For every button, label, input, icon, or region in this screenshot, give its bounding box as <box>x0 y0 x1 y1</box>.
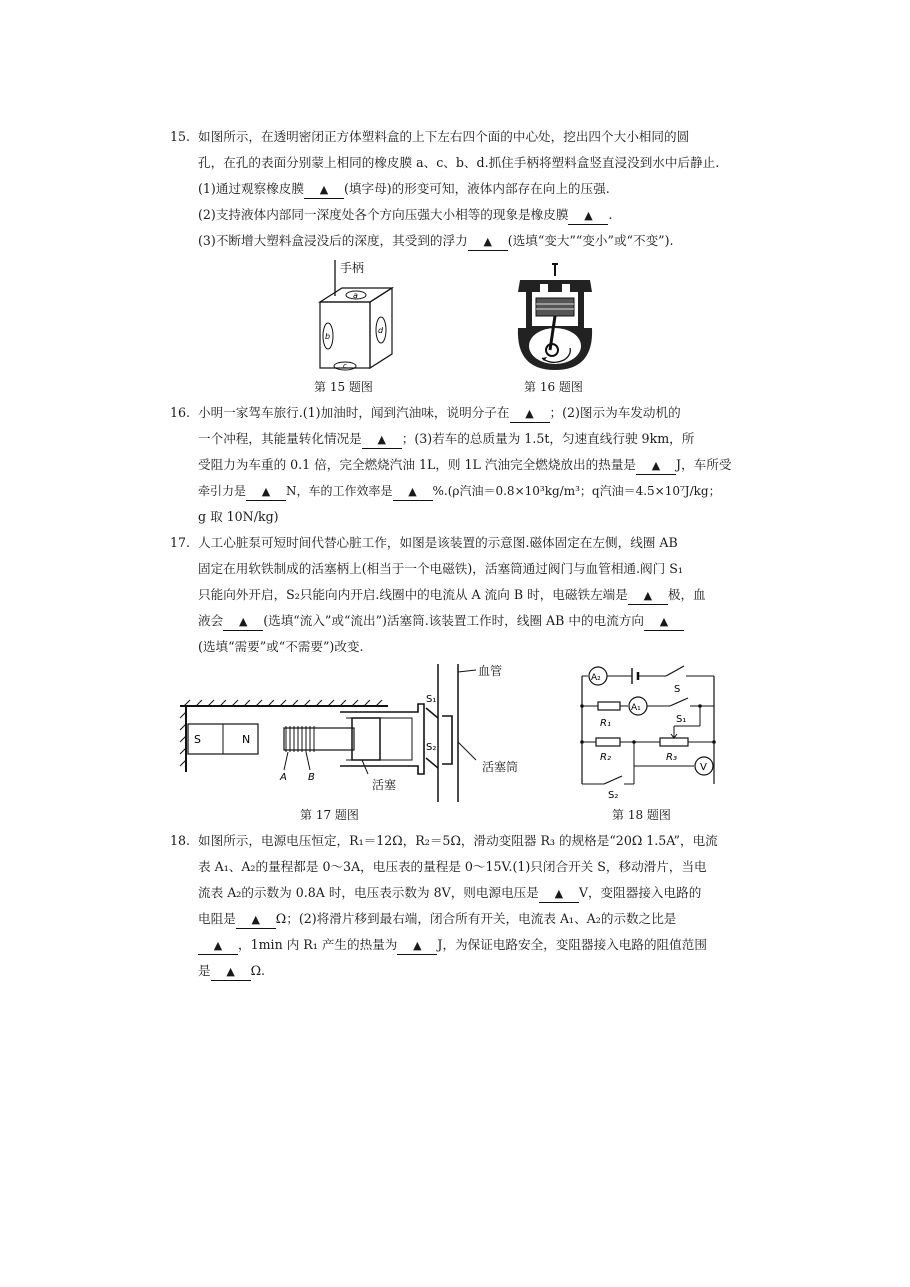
question-line: 液会 ▲ (选填“流入”或“流出”)活塞筒.该装置工作时，线圈 AB 中的电流方向 ▲ <box>170 608 745 634</box>
resistor-r3-label: R₃ <box>666 752 677 763</box>
resistor-r1-label: R₁ <box>600 718 611 729</box>
valve-s2-label: S₂ <box>426 742 437 753</box>
question-17 <box>170 530 745 660</box>
ammeter-a1-label: A₁ <box>631 703 641 713</box>
figure-16-caption: 第 16 题图 <box>524 380 583 394</box>
answer-blank[interactable]: ▲ <box>628 587 668 605</box>
answer-blank[interactable]: ▲ <box>568 207 608 225</box>
question-18 <box>170 828 745 984</box>
question-line: g 取 10N/kg) <box>198 509 279 524</box>
figure-15-caption: 第 15 题图 <box>314 380 373 394</box>
figure-18-caption: 第 18 题图 <box>612 808 671 822</box>
handle-label: 手柄 <box>340 261 365 275</box>
question-text: 如图所示，在透明密闭正方体塑料盒的上下左右四个面的中心处，挖出四个大小相同的圆 <box>198 129 690 144</box>
question-line: 受阻力为车重的 0.1 倍，完全燃烧汽油 1L，则 1L 汽油完全燃烧放出的热量是 ▲ J，车所受 <box>170 452 745 478</box>
answer-blank[interactable]: ▲ <box>397 937 437 955</box>
sub-question-3: (3)不断增大塑料盒浸没后的深度，其受到的浮力 ▲ (选填“变大”“变小”或“不变”). <box>170 228 745 254</box>
question-line: 一个冲程，其能量转化情况是 ▲ ；(3)若车的总质量为 1.5t，匀速直线行驶 9km，所 <box>170 426 745 452</box>
answer-blank[interactable]: ▲ <box>211 963 251 981</box>
question-number: 15. <box>170 129 191 144</box>
question-16 <box>170 400 745 530</box>
answer-blank[interactable]: ▲ <box>393 483 433 501</box>
answer-blank[interactable]: ▲ <box>304 181 344 199</box>
answer-blank[interactable]: ▲ <box>510 405 550 423</box>
label-a: a <box>353 291 358 300</box>
voltmeter-label: V <box>700 762 707 773</box>
valve-s1-label: S₁ <box>426 694 437 705</box>
ammeter-a2-label: A₂ <box>591 673 601 683</box>
magnet-n-label: N <box>242 733 251 746</box>
figure-17-heart-pump <box>176 662 494 802</box>
magnet-s-label: S <box>194 733 201 746</box>
question-line: ▲ ，1min 内 R₁ 产生的热量为 ▲ J，为保证电路安全，变阻器接入电路的阻值范围 <box>170 932 745 958</box>
figure-16-engine <box>512 258 598 374</box>
question-line: 人工心脏泵可短时间代替心脏工作，如图是该装置的示意图.磁体固定在左侧，线圈 AB <box>198 535 678 550</box>
answer-blank[interactable]: ▲ <box>246 483 286 501</box>
piston-label: 活塞 <box>372 778 397 792</box>
label-d: d <box>378 326 384 335</box>
resistor-r2-label: R₂ <box>600 752 611 763</box>
label-c: c <box>343 362 347 370</box>
label-b: b <box>325 332 331 341</box>
answer-blank[interactable]: ▲ <box>223 613 263 631</box>
question-line: 只能向外开启，S₂只能向内开启.线圈中的电流从 A 流向 B 时，电磁铁左端是 ▲ 极，血 <box>170 582 745 608</box>
question-number: 18. <box>170 833 191 848</box>
question-line: 表 A₁、A₂的量程都是 0～3A，电压表的量程是 0～15V.(1)只闭合开关 S，移动滑片，当电 <box>198 859 707 874</box>
answer-blank[interactable]: ▲ <box>539 885 579 903</box>
question-line: (选填“需要”或“不需要”)改变. <box>198 639 364 654</box>
answer-blank[interactable]: ▲ <box>636 457 676 475</box>
switch-s1-label: S₁ <box>676 714 687 725</box>
coil-end-a: A <box>280 772 287 783</box>
figure-18-circuit <box>574 662 720 802</box>
question-line: 是 ▲ Ω. <box>170 958 745 984</box>
question-line: 流表 A₂的示数为 0.8A 时，电压表示数为 8V，则电源电压是 ▲ V，变阻器接入电路的 <box>170 880 745 906</box>
answer-blank[interactable]: ▲ <box>198 937 238 955</box>
sub-question-2: (2)支持液体内部同一深度处各个方向压强大小相等的现象是橡皮膜 ▲ . <box>170 202 745 228</box>
question-line: 小明一家驾车旅行.(1)加油时，闻到汽油味，说明分子在 ▲ ；(2)图示为车发动机的 <box>170 400 745 426</box>
question-line: 如图所示，电源电压恒定，R₁＝12Ω，R₂＝5Ω，滑动变阻器 R₃ 的规格是“20Ω 1.5A”，电流 <box>198 833 718 848</box>
answer-blank[interactable]: ▲ <box>236 911 276 929</box>
answer-blank[interactable]: ▲ <box>362 431 402 449</box>
cylinder-label: 活塞筒 <box>482 760 519 774</box>
coil-end-b: B <box>308 772 315 783</box>
question-15 <box>170 124 745 254</box>
vessel-label: 血管 <box>478 664 503 678</box>
question-number: 17. <box>170 535 191 550</box>
answer-blank[interactable]: ▲ <box>468 233 508 251</box>
question-line: 固定在用软铁制成的活塞柄上(相当于一个电磁铁)，活塞筒通过阀门与血管相通.阀门 S₁ <box>198 561 683 576</box>
answer-blank[interactable]: ▲ <box>644 613 684 631</box>
question-line: 电阻是 ▲ Ω；(2)将滑片移到最右端，闭合所有开关，电流表 A₁、A₂的示数之比是 <box>170 906 745 932</box>
question-number: 16. <box>170 405 191 420</box>
question-line: 牵引力是 ▲ N，车的工作效率是 ▲ %.(ρ汽油＝0.8×10³kg/m³；q汽油＝4.5×10⁷J/kg； <box>170 478 745 504</box>
sub-question-1: (1)通过观察橡皮膜 ▲ (填字母)的形变可知，液体内部存在向上的压强. <box>170 176 745 202</box>
switch-s2-label: S₂ <box>608 790 619 801</box>
figure-17-caption: 第 17 题图 <box>300 808 359 822</box>
question-text: 孔，在孔的表面分别蒙上相同的橡皮膜 a、c、b、d.抓住手柄将塑料盒竖直浸没到水中后静止. <box>198 155 720 170</box>
switch-s-label: S <box>674 684 681 695</box>
